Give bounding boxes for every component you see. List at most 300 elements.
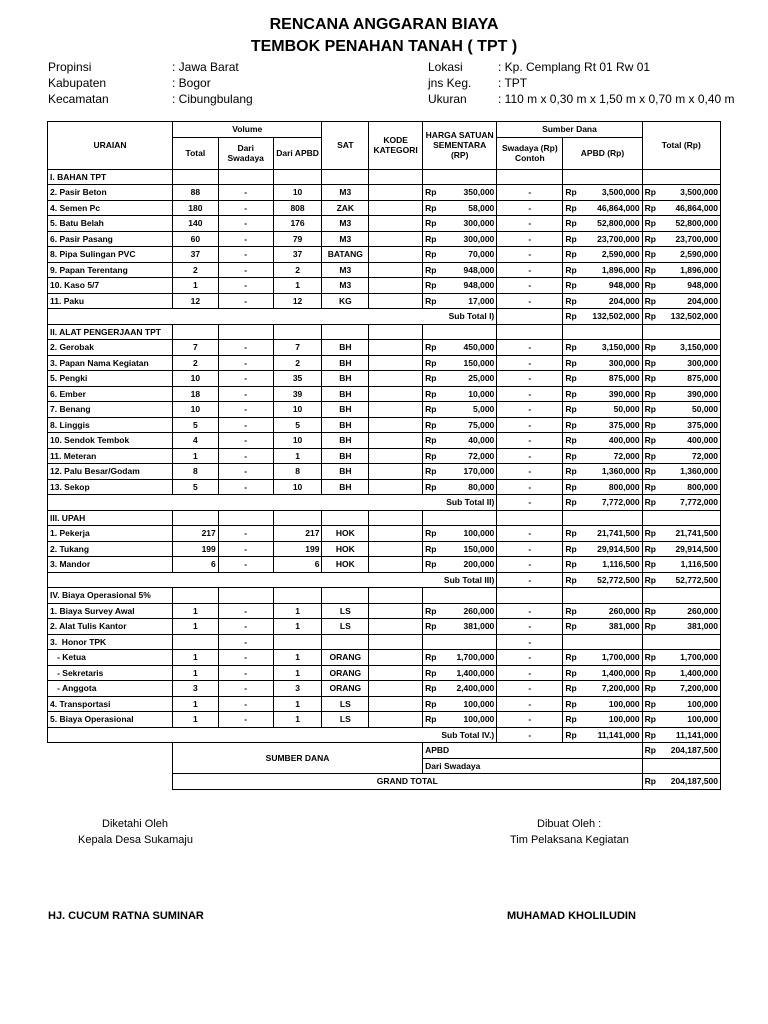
empty-cell	[218, 324, 273, 340]
item-sw-rp: -	[497, 603, 563, 619]
empty-cell	[173, 324, 219, 340]
item-kode	[369, 278, 423, 294]
table-row	[48, 386, 721, 402]
empty-cell	[369, 588, 423, 604]
item-total-rp: Rp 3,150,000	[642, 340, 720, 356]
item-total-rp: Rp 2,590,000	[642, 247, 720, 263]
item-kode	[369, 433, 423, 449]
empty-cell	[322, 588, 369, 604]
item-sat: M3	[322, 278, 369, 294]
empty-cell	[642, 169, 720, 185]
item-sw-rp: -	[497, 231, 563, 247]
empty-cell	[423, 324, 497, 340]
subtotal-swadaya	[497, 309, 563, 325]
subtotal-label: Sub Total IV.)	[48, 727, 497, 743]
item-apbd-vol	[273, 634, 322, 650]
item-uraian: 12. Palu Besar/Godam	[48, 464, 173, 480]
item-total-rp: Rp 381,000	[642, 619, 720, 635]
item-sat: BH	[322, 402, 369, 418]
item-harga: Rp 17,000	[423, 293, 497, 309]
item-total-rp	[642, 634, 720, 650]
subtotal-swadaya: -	[497, 495, 563, 511]
info-value: : Cibungbulang	[172, 92, 253, 106]
empty-cell	[218, 169, 273, 185]
empty-cell	[642, 510, 720, 526]
table-row	[48, 665, 721, 681]
item-sw-rp: -	[497, 371, 563, 387]
item-total: 1	[173, 650, 219, 666]
item-kode	[369, 603, 423, 619]
header-sumber-dana: Sumber Dana	[497, 122, 642, 138]
item-kode	[369, 293, 423, 309]
table-row	[48, 402, 721, 418]
item-apbd-vol: 10	[273, 185, 322, 201]
item-swadaya: -	[218, 557, 273, 573]
item-total-rp: Rp 50,000	[642, 402, 720, 418]
item-total: 2	[173, 262, 219, 278]
sig-right-line2: Tim Pelaksana Kegiatan	[510, 834, 629, 846]
item-apbd-vol: 7	[273, 340, 322, 356]
item-swadaya: -	[218, 417, 273, 433]
item-swadaya: -	[218, 634, 273, 650]
table-row	[48, 262, 721, 278]
item-uraian: 11. Paku	[48, 293, 173, 309]
item-apbd-rp	[563, 634, 642, 650]
empty-cell	[273, 588, 322, 604]
section-row	[48, 510, 721, 526]
item-sw-rp: -	[497, 247, 563, 263]
item-swadaya: -	[218, 433, 273, 449]
info-value: : Kp. Cemplang Rt 01 Rw 01	[498, 60, 651, 74]
empty-cell	[497, 169, 563, 185]
item-total: 37	[173, 247, 219, 263]
item-kode	[369, 417, 423, 433]
item-sat: M3	[322, 216, 369, 232]
table-row	[48, 293, 721, 309]
item-sat: HOK	[322, 557, 369, 573]
empty-cell	[173, 588, 219, 604]
table-row	[48, 417, 721, 433]
info-label: Kecamatan	[48, 92, 109, 106]
info-label: Ukuran	[428, 92, 467, 106]
item-swadaya: -	[218, 200, 273, 216]
item-total: 7	[173, 340, 219, 356]
item-apbd-vol: 808	[273, 200, 322, 216]
item-uraian: 4. Transportasi	[48, 696, 173, 712]
item-apbd-rp: Rp 3,150,000	[563, 340, 642, 356]
empty-cell	[497, 324, 563, 340]
item-total: 3	[173, 681, 219, 697]
subtotal-total: Rp 52,772,500	[642, 572, 720, 588]
item-swadaya: -	[218, 603, 273, 619]
item-kode	[369, 216, 423, 232]
item-total-rp: Rp 100,000	[642, 696, 720, 712]
item-harga: Rp 948,000	[423, 262, 497, 278]
item-apbd-rp: Rp 21,741,500	[563, 526, 642, 542]
item-apbd-vol: 1	[273, 712, 322, 728]
item-kode	[369, 634, 423, 650]
item-swadaya: -	[218, 712, 273, 728]
item-swadaya: -	[218, 541, 273, 557]
item-kode	[369, 185, 423, 201]
item-sw-rp: -	[497, 185, 563, 201]
spacer	[48, 774, 173, 790]
item-total-rp: Rp 1,116,500	[642, 557, 720, 573]
sig-right-name: MUHAMAD KHOLILUDIN	[507, 910, 636, 922]
item-swadaya: -	[218, 402, 273, 418]
header-sat: SAT	[322, 122, 369, 170]
subtotal-label: Sub Total I)	[48, 309, 497, 325]
item-kode	[369, 712, 423, 728]
item-harga: Rp 200,000	[423, 557, 497, 573]
subtotal-label: Sub Total II)	[48, 495, 497, 511]
item-apbd-vol: 8	[273, 464, 322, 480]
item-sw-rp: -	[497, 665, 563, 681]
item-sw-rp: -	[497, 340, 563, 356]
sumber-apbd-total: Rp 204,187,500	[642, 743, 720, 759]
item-uraian: 1. Pekerja	[48, 526, 173, 542]
table-row	[48, 185, 721, 201]
item-sw-rp: -	[497, 448, 563, 464]
item-total-rp: Rp 1,896,000	[642, 262, 720, 278]
item-uraian: 2. Tukang	[48, 541, 173, 557]
item-sw-rp: -	[497, 681, 563, 697]
item-swadaya: -	[218, 293, 273, 309]
item-total-rp: Rp 7,200,000	[642, 681, 720, 697]
item-total: 140	[173, 216, 219, 232]
section-label: III. UPAH	[48, 510, 173, 526]
table-row	[48, 557, 721, 573]
item-kode	[369, 557, 423, 573]
subtotal-row	[48, 572, 721, 588]
item-harga: Rp 150,000	[423, 355, 497, 371]
table-row	[48, 371, 721, 387]
item-apbd-vol: 1	[273, 665, 322, 681]
item-apbd-rp: Rp 72,000	[563, 448, 642, 464]
subtotal-row	[48, 727, 721, 743]
item-total-rp: Rp 3,500,000	[642, 185, 720, 201]
item-sw-rp: -	[497, 712, 563, 728]
item-total: 1	[173, 712, 219, 728]
item-total-rp: Rp 1,700,000	[642, 650, 720, 666]
item-apbd-rp: Rp 100,000	[563, 696, 642, 712]
item-uraian: 1. Biaya Survey Awal	[48, 603, 173, 619]
item-apbd-vol: 1	[273, 650, 322, 666]
table-row	[48, 712, 721, 728]
empty-cell	[563, 324, 642, 340]
item-swadaya: -	[218, 619, 273, 635]
table-row	[48, 464, 721, 480]
table-row	[48, 603, 721, 619]
empty-cell	[322, 510, 369, 526]
item-sw-rp: -	[497, 696, 563, 712]
spacer	[48, 758, 173, 774]
item-total: 10	[173, 371, 219, 387]
item-total-rp: Rp 23,700,000	[642, 231, 720, 247]
item-uraian: - Ketua	[48, 650, 173, 666]
item-swadaya: -	[218, 278, 273, 294]
item-total: 6	[173, 557, 219, 573]
item-harga: Rp 100,000	[423, 526, 497, 542]
item-sat: BH	[322, 340, 369, 356]
item-sw-rp: -	[497, 402, 563, 418]
empty-cell	[563, 588, 642, 604]
item-total: 10	[173, 402, 219, 418]
item-swadaya: -	[218, 185, 273, 201]
item-swadaya: -	[218, 386, 273, 402]
item-apbd-rp: Rp 1,116,500	[563, 557, 642, 573]
item-sat	[322, 634, 369, 650]
item-sw-rp: -	[497, 293, 563, 309]
item-sat: LS	[322, 619, 369, 635]
item-total: 4	[173, 433, 219, 449]
subtotal-row	[48, 495, 721, 511]
item-uraian: 4. Semen Pc	[48, 200, 173, 216]
item-apbd-vol: 35	[273, 371, 322, 387]
item-sat: BH	[322, 433, 369, 449]
item-total-rp: Rp 400,000	[642, 433, 720, 449]
item-apbd-rp: Rp 948,000	[563, 278, 642, 294]
table-row	[48, 247, 721, 263]
empty-cell	[173, 169, 219, 185]
empty-cell	[369, 169, 423, 185]
item-apbd-vol: 5	[273, 417, 322, 433]
item-kode	[369, 355, 423, 371]
table-body	[48, 169, 721, 743]
item-apbd-vol: 10	[273, 479, 322, 495]
item-swadaya: -	[218, 448, 273, 464]
item-uraian: 2. Pasir Beton	[48, 185, 173, 201]
item-uraian: 8. Pipa Sulingan PVC	[48, 247, 173, 263]
item-uraian: 5. Pengki	[48, 371, 173, 387]
table-row	[48, 355, 721, 371]
item-uraian: 7. Benang	[48, 402, 173, 418]
item-uraian: 5. Batu Belah	[48, 216, 173, 232]
item-total: 1	[173, 696, 219, 712]
item-total-rp: Rp 300,000	[642, 355, 720, 371]
item-sat: ORANG	[322, 665, 369, 681]
table-row	[48, 278, 721, 294]
item-harga: Rp 350,000	[423, 185, 497, 201]
item-harga: Rp 100,000	[423, 696, 497, 712]
header-total-rp: Total (Rp)	[642, 122, 720, 170]
item-harga: Rp 80,000	[423, 479, 497, 495]
item-apbd-rp: Rp 2,590,000	[563, 247, 642, 263]
item-kode	[369, 231, 423, 247]
item-harga: Rp 70,000	[423, 247, 497, 263]
subtotal-apbd: Rp 11,141,000	[563, 727, 642, 743]
item-total-rp: Rp 1,360,000	[642, 464, 720, 480]
item-apbd-rp: Rp 7,200,000	[563, 681, 642, 697]
header-swadaya: Swadaya (Rp) Contoh	[497, 137, 563, 169]
item-swadaya: -	[218, 247, 273, 263]
item-total: 2	[173, 355, 219, 371]
item-total: 217	[173, 526, 219, 542]
item-apbd-rp: Rp 46,864,000	[563, 200, 642, 216]
section-row	[48, 169, 721, 185]
item-kode	[369, 262, 423, 278]
item-total-rp: Rp 390,000	[642, 386, 720, 402]
sig-right-line1: Dibuat Oleh :	[537, 818, 602, 830]
empty-cell	[369, 510, 423, 526]
item-total: 199	[173, 541, 219, 557]
item-total-rp: Rp 72,000	[642, 448, 720, 464]
item-sat: KG	[322, 293, 369, 309]
subtotal-swadaya: -	[497, 572, 563, 588]
item-total-rp: Rp 100,000	[642, 712, 720, 728]
item-apbd-vol: 1	[273, 448, 322, 464]
item-uraian: 5. Biaya Operasional	[48, 712, 173, 728]
item-swadaya: -	[218, 526, 273, 542]
item-apbd-vol: 1	[273, 619, 322, 635]
item-total-rp: Rp 204,000	[642, 293, 720, 309]
item-swadaya: -	[218, 479, 273, 495]
empty-cell	[273, 510, 322, 526]
item-sw-rp: -	[497, 479, 563, 495]
empty-cell	[497, 588, 563, 604]
header-kode: KODE KATEGORI	[369, 122, 423, 170]
item-sat: BH	[322, 417, 369, 433]
item-total-rp: Rp 46,864,000	[642, 200, 720, 216]
item-total	[173, 634, 219, 650]
item-apbd-rp: Rp 1,360,000	[563, 464, 642, 480]
item-apbd-rp: Rp 260,000	[563, 603, 642, 619]
item-uraian: 13. Sekop	[48, 479, 173, 495]
item-apbd-vol: 2	[273, 355, 322, 371]
item-total-rp: Rp 29,914,500	[642, 541, 720, 557]
sumber-swadaya-total	[642, 758, 720, 774]
item-total: 180	[173, 200, 219, 216]
item-uraian: 3. Honor TPK	[48, 634, 173, 650]
table-row	[48, 231, 721, 247]
item-total-rp: Rp 875,000	[642, 371, 720, 387]
item-total-rp: Rp 375,000	[642, 417, 720, 433]
item-kode	[369, 650, 423, 666]
item-uraian: 10. Kaso 5/7	[48, 278, 173, 294]
item-apbd-rp: Rp 50,000	[563, 402, 642, 418]
item-uraian: 6. Ember	[48, 386, 173, 402]
item-apbd-vol: 10	[273, 402, 322, 418]
item-kode	[369, 402, 423, 418]
item-harga: Rp 450,000	[423, 340, 497, 356]
item-apbd-vol: 6	[273, 557, 322, 573]
item-apbd-rp: Rp 800,000	[563, 479, 642, 495]
item-sat: BH	[322, 386, 369, 402]
item-total: 1	[173, 603, 219, 619]
item-sat: ORANG	[322, 650, 369, 666]
item-uraian: 2. Alat Tulis Kantor	[48, 619, 173, 635]
item-swadaya: -	[218, 665, 273, 681]
section-label: I. BAHAN TPT	[48, 169, 173, 185]
item-apbd-vol: 176	[273, 216, 322, 232]
item-kode	[369, 479, 423, 495]
item-apbd-rp: Rp 100,000	[563, 712, 642, 728]
empty-cell	[642, 324, 720, 340]
item-apbd-vol: 199	[273, 541, 322, 557]
item-total: 1	[173, 665, 219, 681]
empty-cell	[218, 510, 273, 526]
item-sat: BH	[322, 464, 369, 480]
item-sat: M3	[322, 262, 369, 278]
item-total: 5	[173, 417, 219, 433]
sumber-swadaya-label: Dari Swadaya	[423, 758, 643, 774]
item-harga: Rp 25,000	[423, 371, 497, 387]
table-row	[48, 479, 721, 495]
item-sat: ZAK	[322, 200, 369, 216]
item-total-rp: Rp 800,000	[642, 479, 720, 495]
sig-left-name: HJ. CUCUM RATNA SUMINAR	[48, 910, 204, 922]
item-apbd-vol: 79	[273, 231, 322, 247]
item-sat: BH	[322, 371, 369, 387]
item-kode	[369, 696, 423, 712]
subtotal-apbd: Rp 52,772,500	[563, 572, 642, 588]
subtotal-label: Sub Total III)	[48, 572, 497, 588]
item-sw-rp: -	[497, 541, 563, 557]
header-harga: HARGA SATUAN SEMENTARA (RP)	[423, 122, 497, 170]
grand-total-label: GRAND TOTAL	[173, 774, 643, 790]
item-swadaya: -	[218, 231, 273, 247]
table-row	[48, 433, 721, 449]
item-swadaya: -	[218, 371, 273, 387]
sumber-dana-label: SUMBER DANA	[173, 743, 423, 774]
item-kode	[369, 386, 423, 402]
item-sw-rp: -	[497, 619, 563, 635]
item-apbd-rp: Rp 1,700,000	[563, 650, 642, 666]
table-row	[48, 216, 721, 232]
item-apbd-rp: Rp 3,500,000	[563, 185, 642, 201]
item-swadaya: -	[218, 355, 273, 371]
item-apbd-rp: Rp 375,000	[563, 417, 642, 433]
budget-table	[47, 121, 721, 790]
table-row	[48, 200, 721, 216]
item-uraian: 2. Gerobak	[48, 340, 173, 356]
item-sat: BATANG	[322, 247, 369, 263]
item-total: 88	[173, 185, 219, 201]
item-swadaya: -	[218, 696, 273, 712]
item-total-rp: Rp 21,741,500	[642, 526, 720, 542]
empty-cell	[497, 510, 563, 526]
item-sw-rp: -	[497, 464, 563, 480]
item-kode	[369, 526, 423, 542]
item-sw-rp: -	[497, 433, 563, 449]
item-kode	[369, 619, 423, 635]
item-swadaya: -	[218, 262, 273, 278]
subtotal-total: Rp 11,141,000	[642, 727, 720, 743]
item-harga: Rp 72,000	[423, 448, 497, 464]
item-sw-rp: -	[497, 262, 563, 278]
item-harga: Rp 260,000	[423, 603, 497, 619]
item-swadaya: -	[218, 340, 273, 356]
item-apbd-rp: Rp 390,000	[563, 386, 642, 402]
item-uraian: - Sekretaris	[48, 665, 173, 681]
item-sw-rp: -	[497, 386, 563, 402]
item-total: 5	[173, 479, 219, 495]
table-row	[48, 696, 721, 712]
info-value: : 110 m x 0,30 m x 1,50 m x 0,70 m x 0,40 m	[498, 92, 735, 106]
empty-cell	[423, 510, 497, 526]
table-footer	[48, 743, 721, 790]
item-total: 60	[173, 231, 219, 247]
info-label: Kabupaten	[48, 76, 107, 90]
item-sw-rp: -	[497, 526, 563, 542]
item-sat: HOK	[322, 526, 369, 542]
subtotal-apbd: Rp 7,772,000	[563, 495, 642, 511]
section-row	[48, 588, 721, 604]
item-sw-rp: -	[497, 650, 563, 666]
header-dari-swadaya: Dari Swadaya	[218, 137, 273, 169]
item-harga: Rp 5,000	[423, 402, 497, 418]
info-label: jns Keg.	[428, 76, 472, 90]
